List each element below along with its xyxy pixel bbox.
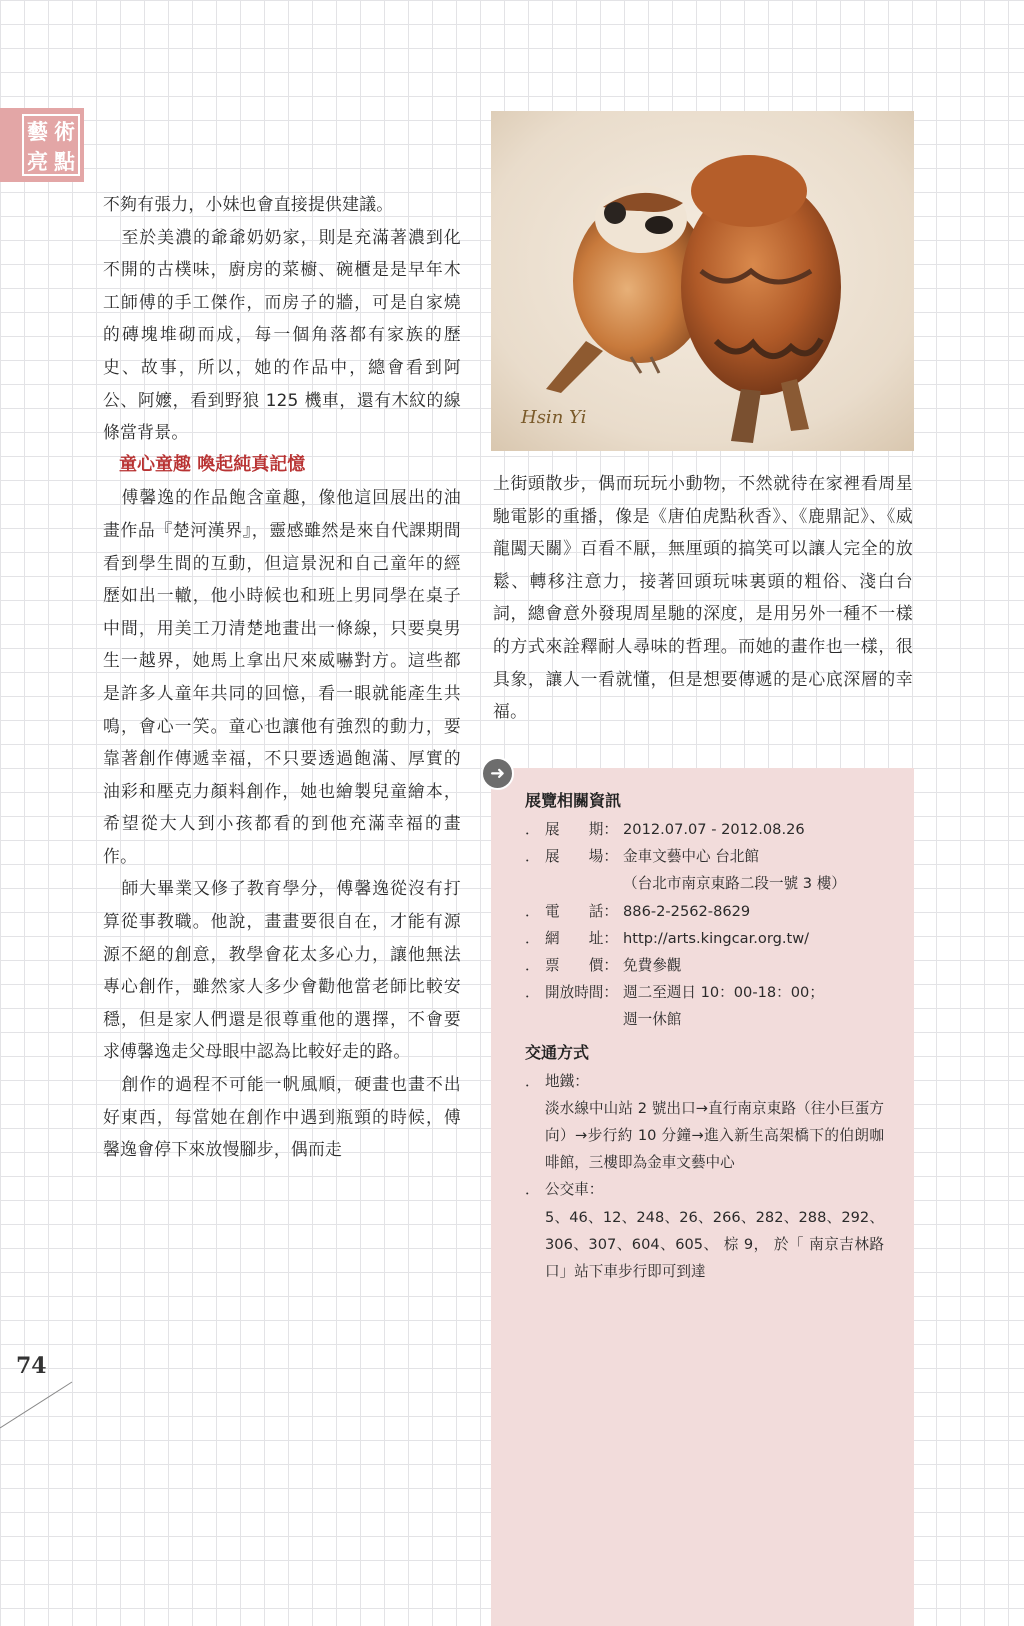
website-link[interactable]: http://arts.kingcar.org.tw/: [623, 929, 810, 947]
bullet-icon: ．: [525, 929, 540, 947]
page-number: 74: [16, 1353, 47, 1379]
bullet-icon: ．: [525, 957, 540, 975]
info-title: 展覽相關資訊: [525, 791, 622, 810]
corner-decoration: [0, 1380, 80, 1430]
painting-signature: Hsin Yi: [521, 407, 587, 428]
badge-char-3: 亮: [27, 149, 48, 174]
info-value: 免費參觀: [623, 957, 682, 975]
info-row: [525, 925, 884, 952]
info-value: （台北市南京東路二段一號 3 樓）: [623, 875, 846, 893]
info-value: 886-2-2562-8629: [623, 902, 751, 920]
bullet-icon: ．: [525, 1181, 540, 1199]
info-value: 週一休館: [623, 1011, 682, 1029]
badge-char-4: 點: [54, 149, 75, 174]
info-row: [525, 979, 884, 1006]
transit-text: 5、46、12、248、26、266、282、288、292、306、307、604、605、 棕 9， 於「 南京吉林路口」站下車步行即可到達: [545, 1208, 884, 1281]
section-badge-frame: [22, 114, 80, 176]
info-label: 展 場：: [545, 848, 618, 866]
transit-label: 地鐵：: [545, 1072, 589, 1090]
paragraph: 上街頭散步，偶而玩玩小動物，不然就待在家裡看周星馳電影的重播，像是《唐伯虎點秋香》、《鹿鼎記》、《威龍闖天關》百看不厭，無厘頭的搞笑可以讓人完全的放鬆、轉移注意力，接著回頭玩味裏頭的粗俗、淺白台詞，總會意外發現周星馳的深度，是用另外一種不一樣的方式來詮釋耐人尋味的哲理。而她的畫作也一樣，很具象，讓人一看就懂，但是想要傳遞的是心底深層的幸福。: [493, 473, 913, 722]
left-column: [103, 188, 461, 1166]
info-row-continued: [525, 1006, 884, 1033]
bullet-icon: ．: [525, 848, 540, 866]
paragraph: 師大畢業又修了教育學分，傅馨逸從沒有打算從事教職。他說，畫畫要很自在，才能有源源不絕的創意，教學會花太多心力，讓他無法專心創作，雖然家人多少會勸他當老師比較安穩，但是家人們還是很尊重他的選擇，不會要求傅馨逸走父母眼中認為比較好走的路。: [103, 878, 461, 1062]
sparrows-illustration: [491, 111, 914, 451]
transit-item: [525, 1068, 884, 1095]
transit-label: 公交車：: [545, 1181, 604, 1199]
transit-text: 淡水線中山站 2 號出口→直行南京東路（往小巨蛋方向）→步行約 10 分鐘→進入新生高架橋下的伯朗咖啡館，三樓即為金車文藝中心: [545, 1099, 884, 1172]
section-heading: 童心童趣 喚起純真記憶: [119, 453, 306, 475]
badge-char-2: 術: [54, 119, 75, 144]
bullet-icon: ．: [525, 984, 540, 1002]
info-row-continued: [525, 870, 884, 897]
info-value: 金車文藝中心 台北館: [623, 848, 759, 866]
info-row: [525, 843, 884, 870]
paragraph: 不夠有張力，小妹也會直接提供建議。: [103, 194, 394, 214]
paragraph: 傅馨逸的作品飽含童趣，像他這回展出的油畫作品『楚河漢界』，靈感雖然是來自代課期間看到學生間的互動，但這景況和自己童年的經歷如出一轍，他小時候也和班上男同學在桌子中間，用美工刀清楚地畫出一條線，只要臭男生一越界，她馬上拿出尺來威嚇對方。這些都是許多人童年共同的回憶，看一眼就能產生共鳴，會心一笑。童心也讓他有強烈的動力，要靠著創作傳遞幸福，不只要透過飽滿、厚實的油彩和壓克力顏料創作，她也繪製兒童繪本，希望從大人到小孩都看的到他充滿幸福的畫作。: [103, 487, 461, 866]
bullet-icon: ．: [525, 1072, 540, 1090]
badge-char-1: 藝: [27, 119, 48, 144]
info-row: [525, 816, 884, 843]
paragraph: 至於美濃的爺爺奶奶家，則是充滿著濃到化不開的古樸味，廚房的菜櫥、碗櫃是是早年木工師傅的手工傑作，而房子的牆，可是自家燒的磚塊堆砌而成，每一個角落都有家族的歷史、故事，所以，她的作品中，總會看到阿公、阿嬤，看到野狼 125 機車，還有木紋的線條當背景。: [103, 226, 461, 443]
transit-title: 交通方式: [525, 1042, 590, 1062]
section-badge: [0, 108, 84, 182]
painting-two-sparrows: [491, 111, 914, 451]
paragraph: 創作的過程不可能一帆風順，硬畫也畫不出好東西，每當她在創作中遇到瓶頸的時候，傅馨逸會停下來放慢腳步，偶而走: [103, 1074, 461, 1160]
right-column: [493, 467, 913, 728]
info-label: 網 址：: [545, 929, 618, 947]
info-label: 展 期：: [545, 821, 618, 838]
info-row: [525, 952, 884, 979]
info-label: 開放時間：: [545, 984, 618, 1002]
arrow-right-icon: ➜: [481, 757, 514, 790]
bullet-icon: ．: [525, 821, 540, 838]
exhibition-info-box: [491, 768, 914, 1626]
bullet-icon: ．: [525, 902, 540, 920]
info-value: 週二至週日 10：00-18：00；: [623, 984, 824, 1002]
info-value: 2012.07.07 - 2012.08.26: [623, 821, 805, 838]
info-label: 票 價：: [545, 957, 618, 975]
info-row: [525, 898, 884, 925]
info-label: 電 話：: [545, 902, 618, 920]
transit-item: [525, 1176, 884, 1203]
